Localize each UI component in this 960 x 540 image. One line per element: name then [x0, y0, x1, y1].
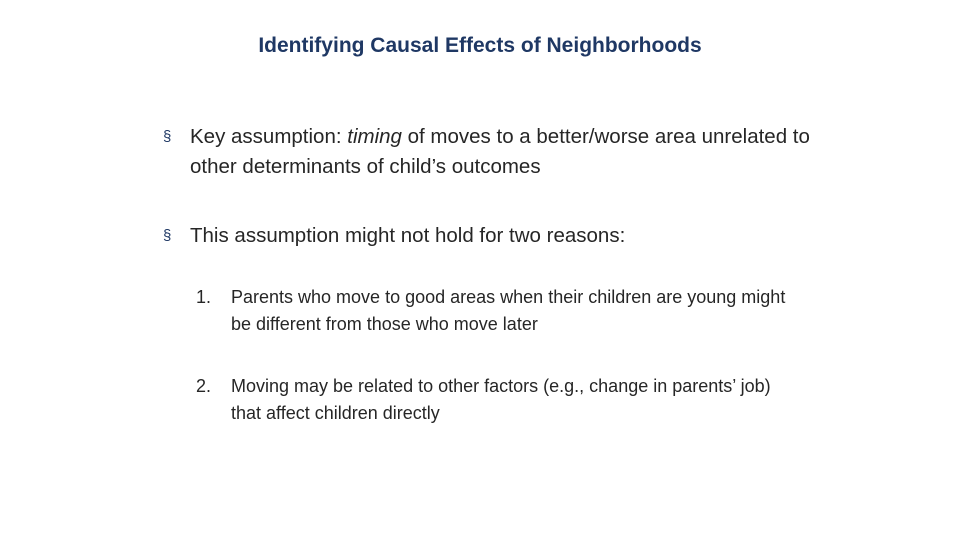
reason-number: 2.: [196, 376, 212, 396]
bullet-text-lead: Key assumption:: [190, 125, 348, 148]
slide-title: Identifying Causal Effects of Neighborhoods: [258, 34, 702, 57]
reason-text: Moving may be related to other factors (e.g., change in parents’ job) that affect children directly: [231, 376, 771, 423]
bullet-text: This assumption might not hold for two reasons:: [190, 224, 626, 247]
reason-number: 1.: [196, 287, 212, 307]
bullet-marker-icon: §: [163, 227, 172, 244]
reason-item-1: [196, 284, 796, 338]
reason-text: Parents who move to good areas when their children are young might be different from those who move later: [231, 287, 786, 334]
bullet-assumption-might-not-hold: [163, 221, 823, 251]
bullet-text-emphasis: timing: [347, 125, 402, 148]
bullet-text-rest: of moves to a better/worse area unrelated to other determinants of child’s outcomes: [190, 125, 810, 178]
bullet-marker-icon: §: [163, 128, 172, 145]
bullet-text: [190, 122, 823, 182]
bullet-key-assumption: [163, 122, 823, 182]
reason-item-2: [196, 373, 796, 427]
